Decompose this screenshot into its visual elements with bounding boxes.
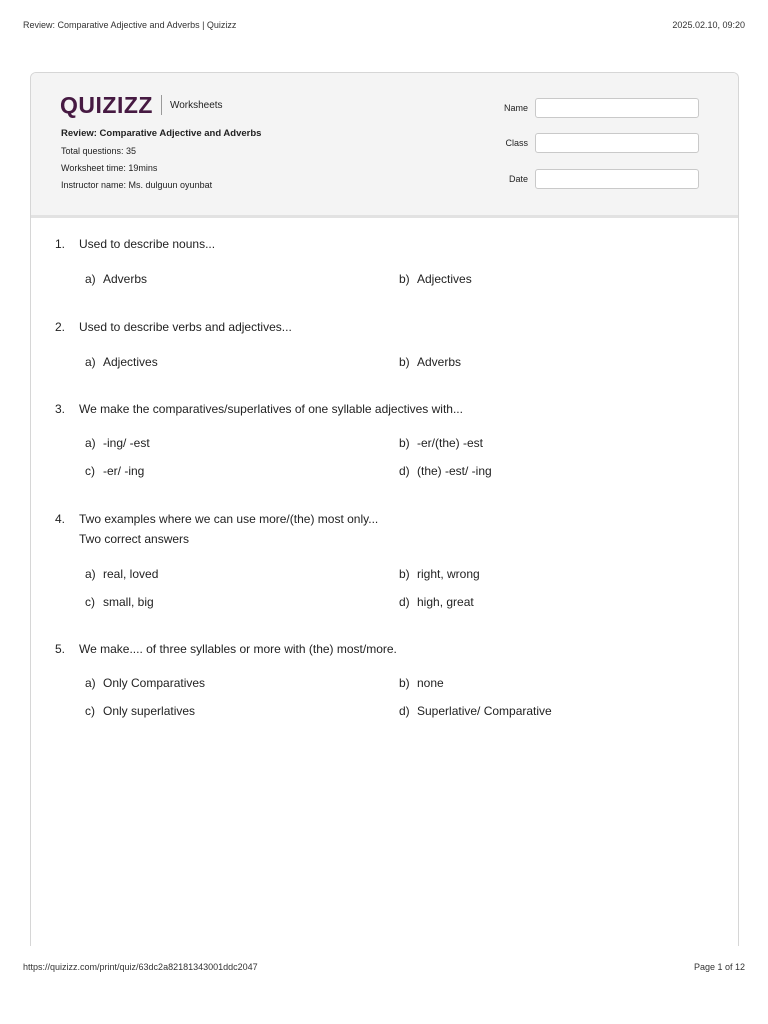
question-4-option-a bbox=[85, 567, 158, 581]
option-letter: b) bbox=[399, 676, 410, 690]
option-text: right, wrong bbox=[417, 567, 480, 581]
total-questions: Total questions: 35 bbox=[61, 146, 137, 156]
instructor-name: Instructor name: Ms. dulguun oyunbat bbox=[61, 180, 213, 190]
option-text: Only Comparatives bbox=[103, 676, 206, 690]
question-5-option-d bbox=[399, 704, 552, 718]
option-text: Adverbs bbox=[417, 355, 462, 369]
question-text: We make.... of three syllables or more with (the) most/more. bbox=[79, 642, 397, 656]
option-text: -er/ -ing bbox=[103, 464, 145, 478]
date-field-row bbox=[471, 169, 707, 189]
question-4-note: Two correct answers bbox=[79, 532, 190, 546]
option-text: none bbox=[417, 676, 444, 690]
name-label: Name bbox=[503, 103, 528, 113]
class-input[interactable] bbox=[535, 133, 699, 153]
question-3 bbox=[55, 402, 463, 416]
question-3-option-c bbox=[85, 464, 144, 478]
question-3-option-d bbox=[399, 464, 492, 478]
option-text: small, big bbox=[103, 595, 154, 609]
worksheet-page bbox=[30, 72, 739, 946]
question-3-option-b bbox=[399, 436, 483, 450]
option-letter: a) bbox=[85, 355, 96, 369]
option-letter: b) bbox=[399, 272, 410, 286]
option-text: -er/(the) -est bbox=[417, 436, 484, 450]
option-text: high, great bbox=[417, 595, 474, 609]
question-4-option-d bbox=[399, 595, 474, 609]
option-text: Adjectives bbox=[103, 355, 158, 369]
option-letter: c) bbox=[85, 464, 95, 478]
question-text: Two examples where we can use more/(the) most only... bbox=[79, 512, 379, 526]
option-text: Adjectives bbox=[417, 272, 472, 286]
logo-section: Worksheets bbox=[169, 99, 223, 111]
print-header bbox=[23, 20, 745, 32]
option-text: -ing/ -est bbox=[103, 436, 150, 450]
worksheet-time: Worksheet time: 19mins bbox=[61, 163, 158, 173]
date-label: Date bbox=[508, 174, 528, 184]
question-5-option-a bbox=[85, 676, 205, 690]
question-4-option-b bbox=[399, 567, 480, 581]
question-number: 5. bbox=[55, 642, 66, 656]
name-field-row bbox=[471, 98, 707, 118]
question-1-option-b bbox=[399, 272, 472, 286]
question-number: 1. bbox=[55, 237, 66, 251]
question-text: Used to describe verbs and adjectives... bbox=[79, 320, 292, 334]
option-letter: b) bbox=[399, 567, 410, 581]
option-text: Only superlatives bbox=[103, 704, 196, 718]
question-2-option-a bbox=[85, 355, 158, 369]
question-3-option-a bbox=[85, 436, 150, 450]
option-letter: b) bbox=[399, 436, 410, 450]
question-number: 3. bbox=[55, 402, 66, 416]
worksheet-meta bbox=[61, 129, 261, 197]
question-2-option-b bbox=[399, 355, 461, 369]
quizizz-logo bbox=[60, 92, 223, 118]
print-title: Review: Comparative Adjective and Adverbs | Quizizz bbox=[23, 20, 237, 30]
option-text: (the) -est/ -ing bbox=[417, 464, 492, 478]
logo-divider bbox=[161, 95, 162, 115]
option-letter: a) bbox=[85, 567, 96, 581]
question-5-option-c bbox=[85, 704, 195, 718]
option-text: Adverbs bbox=[103, 272, 148, 286]
option-letter: b) bbox=[399, 355, 410, 369]
worksheet-title: Review: Comparative Adjective and Adverbs bbox=[61, 128, 262, 139]
question-number: 2. bbox=[55, 320, 66, 334]
class-field-row bbox=[471, 133, 707, 153]
option-text: real, loved bbox=[103, 567, 159, 581]
page-number: Page 1 of 12 bbox=[693, 962, 745, 972]
question-4 bbox=[55, 512, 378, 526]
option-letter: a) bbox=[85, 272, 96, 286]
option-letter: c) bbox=[85, 704, 95, 718]
print-footer bbox=[23, 962, 745, 974]
question-5-option-b bbox=[399, 676, 444, 690]
option-letter: a) bbox=[85, 676, 96, 690]
option-letter: d) bbox=[399, 704, 410, 718]
question-5 bbox=[55, 642, 397, 656]
print-url: https://quizizz.com/print/quiz/63dc2a82181343001ddc2047 bbox=[23, 962, 258, 972]
option-letter: c) bbox=[85, 595, 95, 609]
name-input[interactable] bbox=[535, 98, 699, 118]
question-1 bbox=[55, 237, 215, 251]
question-2 bbox=[55, 320, 292, 334]
question-number: 4. bbox=[55, 512, 66, 526]
option-text: Superlative/ Comparative bbox=[417, 704, 552, 718]
logo-text: QUIZIZZ bbox=[60, 91, 153, 118]
class-label: Class bbox=[505, 138, 528, 148]
question-text: We make the comparatives/superlatives of one syllable adjectives with... bbox=[79, 402, 463, 416]
print-timestamp: 2025.02.10, 09:20 bbox=[672, 20, 745, 30]
date-input[interactable] bbox=[535, 169, 699, 189]
option-letter: d) bbox=[399, 464, 410, 478]
worksheet-header bbox=[31, 73, 738, 218]
question-4-option-c bbox=[85, 595, 154, 609]
question-1-option-a bbox=[85, 272, 147, 286]
option-letter: a) bbox=[85, 436, 96, 450]
option-letter: d) bbox=[399, 595, 410, 609]
question-text: Used to describe nouns... bbox=[79, 237, 216, 251]
